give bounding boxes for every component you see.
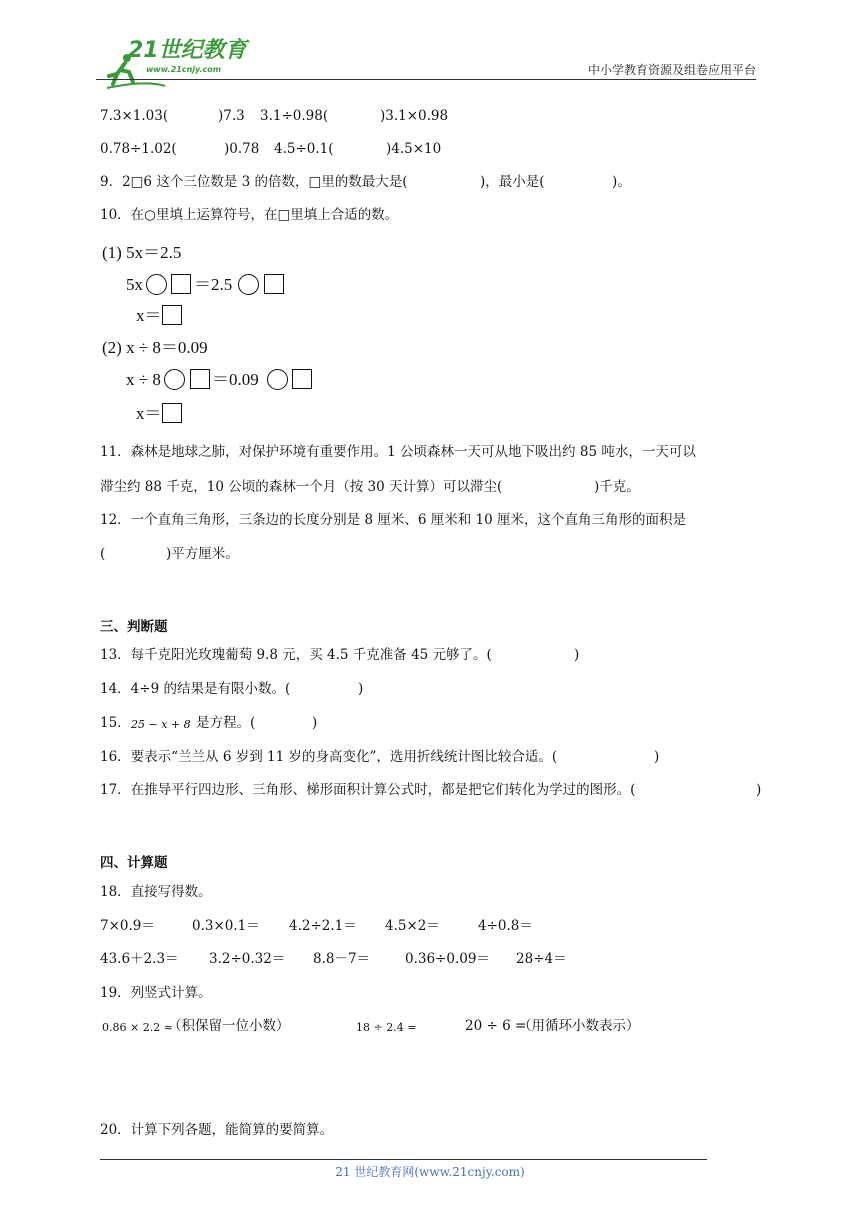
q9-part3: )。 xyxy=(612,174,631,190)
calc-item: 0.36÷0.09＝ xyxy=(405,951,490,967)
q19a-note: （积保留一位小数） xyxy=(168,1018,290,1034)
compare-r1d: )3.1×0.98 xyxy=(380,108,449,124)
q20-text: 20．计算下列各题，能简算的要简算。 xyxy=(100,1122,334,1138)
number-box-blank xyxy=(162,403,182,423)
logo-text: 21世纪教育 xyxy=(128,38,247,63)
q10-eq1-label: (1) 5x＝2.5 xyxy=(102,243,182,262)
compare-r1a: 7.3×1.03( xyxy=(100,108,169,124)
header-divider xyxy=(96,79,756,80)
compare-r2c: 4.5÷0.1( xyxy=(274,141,334,157)
compare-r1c: 3.1÷0.98( xyxy=(260,108,329,124)
operator-circle-blank xyxy=(238,274,259,295)
footer-divider xyxy=(100,1159,707,1160)
q13-text: 13．每千克阳光玫瑰葡萄 9.8 元，买 4.5 千克准备 45 元够了。( xyxy=(100,647,492,663)
q15-close: ) xyxy=(312,715,318,731)
compare-r2b: )0.78 xyxy=(224,141,260,157)
q17-close: ) xyxy=(756,782,762,798)
q19a-expression: 0.86 × 2.2 ≈ xyxy=(102,1021,173,1034)
operator-circle-blank xyxy=(146,274,167,295)
compare-r1b: )7.3 xyxy=(218,108,245,124)
number-box-blank xyxy=(162,305,182,325)
q11-line1: 11．森林是地球之肺，对保护环境有重要作用。1 公顷森林一天可从地下吸出约 85 吨水，一天可以 xyxy=(100,444,696,460)
calc-item: 43.6＋2.3＝ xyxy=(100,951,179,967)
operator-circle-blank xyxy=(267,369,288,390)
q15-number: 15． xyxy=(100,715,131,731)
q17-text: 17．在推导平行四边形、三角形、梯形面积计算公式时，都是把它们转化为学过的图形。( xyxy=(100,782,636,798)
q10-eq2-x: x＝ xyxy=(136,404,162,423)
calc-item: 4.2÷2.1＝ xyxy=(289,918,357,934)
q16-text: 16．要表示“兰兰从 6 岁到 11 岁的身高变化”，选用折线统计图比较合适。( xyxy=(100,749,558,765)
q10-eq1-lhs: 5x xyxy=(126,275,143,294)
compare-r2d: )4.5×10 xyxy=(386,141,442,157)
header-platform-text: 中小学教育资源及组卷应用平台 xyxy=(587,63,756,77)
q11-line2a: 滞尘约 88 千克，10 公顷的森林一个月（按 30 天计算）可以滞尘( xyxy=(100,479,503,495)
calc-item: 4.5×2＝ xyxy=(385,918,440,934)
operator-circle-blank xyxy=(164,369,185,390)
calc-item: 8.8－7＝ xyxy=(313,951,371,967)
q18-text: 18．直接写得数。 xyxy=(100,884,212,900)
calc-item: 7×0.9＝ xyxy=(100,918,155,934)
q9-part1: 9．2□6 这个三位数是 3 的倍数，□里的数最大是( xyxy=(100,174,408,190)
q19b-expression: 18 ÷ 2.4 = xyxy=(356,1021,417,1034)
number-box-blank xyxy=(190,369,210,389)
number-box-blank xyxy=(292,369,312,389)
section3-title: 三、判断题 xyxy=(100,619,168,635)
q10-eq1-mid: ＝2.5 xyxy=(194,275,233,294)
calc-item: 28÷4＝ xyxy=(516,951,567,967)
q19c-note: （用循环小数表示） xyxy=(518,1018,640,1034)
q15-expression: 25 − x + 8 xyxy=(131,718,191,731)
q14-text: 14．4÷9 的结果是有限小数。( xyxy=(100,681,291,697)
q16-close: ) xyxy=(654,749,660,765)
q11-line2b: )千克。 xyxy=(594,479,640,495)
calc-item: 3.2÷0.32＝ xyxy=(209,951,286,967)
calc-item: 4÷0.8＝ xyxy=(478,918,533,934)
q12-line2b: )平方厘米。 xyxy=(166,546,239,562)
q14-close: ) xyxy=(358,681,364,697)
number-box-blank xyxy=(264,274,284,294)
compare-r2a: 0.78÷1.02( xyxy=(100,141,177,157)
q19-text: 19．列竖式计算。 xyxy=(100,985,212,1001)
footer-text: 21 世纪教育网(www.21cnjy.com) xyxy=(335,1165,525,1179)
q10-text: 10．在○里填上运算符号，在□里填上合适的数。 xyxy=(100,207,399,223)
q13-close: ) xyxy=(574,647,580,663)
q10-eq1-x: x＝ xyxy=(136,306,162,325)
q9-part2: )，最小是( xyxy=(480,174,545,190)
q10-eq2-mid: ＝0.09 xyxy=(212,370,259,389)
section4-title: 四、计算题 xyxy=(100,855,168,871)
number-box-blank xyxy=(171,274,191,294)
q15-text: 是方程。( xyxy=(196,715,256,731)
q10-eq2-label: (2) x ÷ 8＝0.09 xyxy=(102,338,208,357)
q12-line2a: ( xyxy=(100,546,106,562)
logo-url: www.21cnjy.com xyxy=(146,65,222,74)
q10-eq2-lhs: x ÷ 8 xyxy=(126,370,161,389)
calc-item: 0.3×0.1＝ xyxy=(192,918,260,934)
q12-line1: 12．一个直角三角形，三条边的长度分别是 8 厘米、6 厘米和 10 厘米，这个直角三角形的面积是 xyxy=(100,512,686,528)
q19c-expression: 20 ÷ 6 = xyxy=(465,1018,527,1034)
